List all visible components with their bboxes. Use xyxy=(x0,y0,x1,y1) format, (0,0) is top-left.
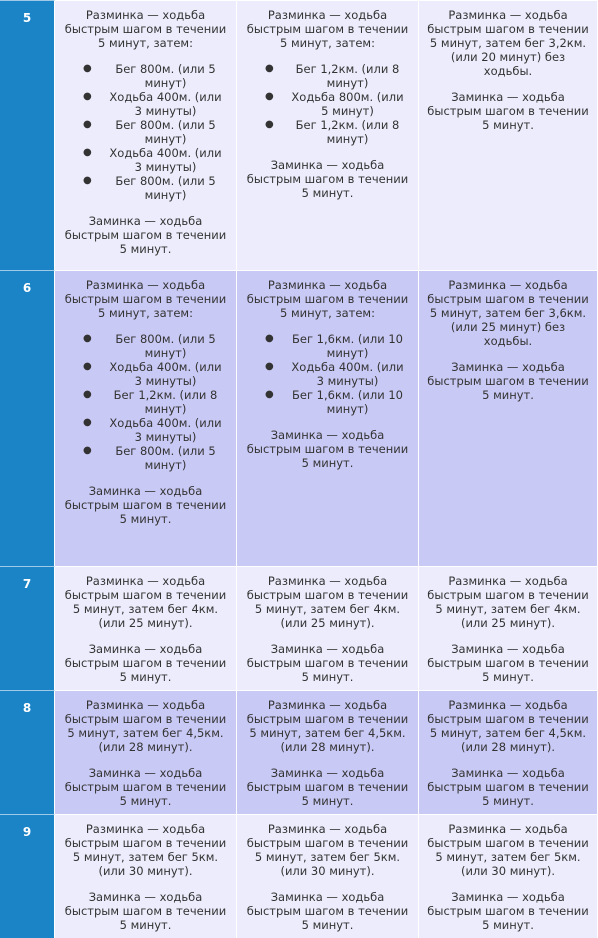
bullet-dot-icon: ● xyxy=(83,417,92,428)
cooldown-text: Заминка — ходьба быстрым шагом в течении 5 минут. xyxy=(246,890,409,932)
interval-step-text: Бег 800м. (или 5 минут) xyxy=(115,444,216,472)
week-number: 8 xyxy=(0,690,55,814)
cooldown-text: Заминка — ходьба быстрым шагом в течении 5 минут. xyxy=(246,642,409,684)
bullet-dot-icon: ● xyxy=(265,63,274,74)
list-item xyxy=(243,332,412,360)
bullet-dot-icon: ● xyxy=(83,91,92,102)
cooldown-text: Заминка — ходьба быстрым шагом в течении 5 минут. xyxy=(64,890,227,932)
week-row xyxy=(0,814,598,938)
bullet-dot-icon: ● xyxy=(83,389,92,400)
bullet-dot-icon: ● xyxy=(265,389,274,400)
interval-step-text: Бег 800м. (или 5 минут) xyxy=(115,174,216,202)
warmup-text: Разминка — ходьба быстрым шагом в течении 5 минут, затем: xyxy=(246,8,409,50)
bullet-dot-icon: ● xyxy=(83,445,92,456)
workout-cell-day3 xyxy=(419,0,598,270)
list-item xyxy=(243,90,412,118)
bullet-dot-icon: ● xyxy=(265,361,274,372)
cooldown-text: Заминка — ходьба быстрым шагом в течении 5 минут. xyxy=(246,428,409,470)
cooldown-text: Заминка — ходьба быстрым шагом в течении 5 минут. xyxy=(427,90,589,132)
interval-list xyxy=(61,332,230,472)
warmup-text: Разминка — ходьба быстрым шагом в течении 5 минут, затем: xyxy=(246,278,409,320)
interval-step-text: Ходьба 800м. (или 5 минут) xyxy=(291,90,404,118)
week-row xyxy=(0,270,598,566)
workout-cell-day2 xyxy=(237,270,419,566)
cooldown-text: Заминка — ходьба быстрым шагом в течении 5 минут. xyxy=(427,766,589,808)
interval-list xyxy=(243,332,412,416)
warmup-text: Разминка — ходьба быстрым шагом в течении 5 минут, затем бег 3,2км. (или 20 минут) без ходьбы. xyxy=(427,8,589,78)
workout-cell-day2 xyxy=(237,814,419,938)
bullet-dot-icon: ● xyxy=(83,333,92,344)
bullet-dot-icon: ● xyxy=(265,333,274,344)
bullet-dot-icon: ● xyxy=(83,175,92,186)
warmup-text: Разминка — ходьба быстрым шагом в течении 5 минут, затем бег 5км. (или 30 минут). xyxy=(64,822,227,878)
week-number: 7 xyxy=(0,566,55,690)
interval-list xyxy=(61,62,230,202)
cooldown-text: Заминка — ходьба быстрым шагом в течении 5 минут. xyxy=(427,890,589,932)
cooldown-text: Заминка — ходьба быстрым шагом в течении 5 минут. xyxy=(246,158,409,200)
bullet-dot-icon: ● xyxy=(83,147,92,158)
week-row xyxy=(0,566,598,690)
list-item xyxy=(243,118,412,146)
interval-step-text: Бег 800м. (или 5 минут) xyxy=(115,118,216,146)
bullet-dot-icon: ● xyxy=(83,361,92,372)
workout-cell-day2 xyxy=(237,690,419,814)
workout-cell-day1 xyxy=(55,690,237,814)
workout-cell-day1 xyxy=(55,270,237,566)
workout-cell-day2 xyxy=(237,566,419,690)
cooldown-text: Заминка — ходьба быстрым шагом в течении 5 минут. xyxy=(64,642,227,684)
week-number: 9 xyxy=(0,814,55,938)
workout-cell-day3 xyxy=(419,270,598,566)
list-item xyxy=(61,62,230,90)
list-item xyxy=(61,118,230,146)
cooldown-text: Заминка — ходьба быстрым шагом в течении 5 минут. xyxy=(246,766,409,808)
interval-step-text: Ходьба 400м. (или 3 минуты) xyxy=(291,360,404,388)
workout-cell-day3 xyxy=(419,814,598,938)
cooldown-text: Заминка — ходьба быстрым шагом в течении 5 минут. xyxy=(64,214,227,256)
interval-step-text: Ходьба 400м. (или 3 минуты) xyxy=(109,360,222,388)
cooldown-text: Заминка — ходьба быстрым шагом в течении 5 минут. xyxy=(64,484,227,526)
list-item xyxy=(243,62,412,90)
workout-cell-day2 xyxy=(237,0,419,270)
workout-cell-day3 xyxy=(419,690,598,814)
interval-step-text: Бег 800м. (или 5 минут) xyxy=(115,332,216,360)
interval-step-text: Бег 1,2км. (или 8 минут) xyxy=(295,62,400,90)
week-number: 5 xyxy=(0,0,55,270)
interval-step-text: Бег 1,2км. (или 8 минут) xyxy=(113,388,218,416)
list-item xyxy=(61,90,230,118)
interval-step-text: Ходьба 400м. (или 3 минуты) xyxy=(109,416,222,444)
interval-step-text: Бег 1,6км. (или 10 минут) xyxy=(292,388,403,416)
warmup-text: Разминка — ходьба быстрым шагом в течении 5 минут, затем бег 4км. (или 25 минут). xyxy=(427,574,589,630)
cooldown-text: Заминка — ходьба быстрым шагом в течении 5 минут. xyxy=(427,360,589,402)
cooldown-text: Заминка — ходьба быстрым шагом в течении 5 минут. xyxy=(64,766,227,808)
bullet-dot-icon: ● xyxy=(265,119,274,130)
warmup-text: Разминка — ходьба быстрым шагом в течении 5 минут, затем: xyxy=(64,278,227,320)
warmup-text: Разминка — ходьба быстрым шагом в течении 5 минут, затем бег 5км. (или 30 минут). xyxy=(427,822,589,878)
week-row xyxy=(0,0,598,270)
list-item xyxy=(61,416,230,444)
bullet-dot-icon: ● xyxy=(265,91,274,102)
list-item xyxy=(61,388,230,416)
list-item xyxy=(243,360,412,388)
workout-cell-day3 xyxy=(419,566,598,690)
interval-list xyxy=(243,62,412,146)
list-item xyxy=(61,146,230,174)
list-item xyxy=(61,332,230,360)
bullet-dot-icon: ● xyxy=(83,63,92,74)
warmup-text: Разминка — ходьба быстрым шагом в течении 5 минут, затем бег 4,5км. (или 28 минут). xyxy=(246,698,409,754)
warmup-text: Разминка — ходьба быстрым шагом в течении 5 минут, затем бег 4км. (или 25 минут). xyxy=(64,574,227,630)
cooldown-text: Заминка — ходьба быстрым шагом в течении 5 минут. xyxy=(427,642,589,684)
warmup-text: Разминка — ходьба быстрым шагом в течении 5 минут, затем: xyxy=(64,8,227,50)
list-item xyxy=(61,174,230,202)
week-number: 6 xyxy=(0,270,55,566)
workout-cell-day1 xyxy=(55,814,237,938)
warmup-text: Разминка — ходьба быстрым шагом в течении 5 минут, затем бег 4,5км. (или 28 минут). xyxy=(64,698,227,754)
workout-cell-day1 xyxy=(55,0,237,270)
warmup-text: Разминка — ходьба быстрым шагом в течении 5 минут, затем бег 5км. (или 30 минут). xyxy=(246,822,409,878)
list-item xyxy=(61,444,230,472)
warmup-text: Разминка — ходьба быстрым шагом в течении 5 минут, затем бег 3,6км. (или 25 минут) без ходьбы. xyxy=(427,278,589,348)
interval-step-text: Бег 1,6км. (или 10 минут) xyxy=(292,332,403,360)
interval-step-text: Бег 1,2км. (или 8 минут) xyxy=(295,118,400,146)
workout-cell-day1 xyxy=(55,566,237,690)
week-row xyxy=(0,690,598,814)
list-item xyxy=(61,360,230,388)
interval-step-text: Ходьба 400м. (или 3 минуты) xyxy=(109,146,222,174)
warmup-text: Разминка — ходьба быстрым шагом в течении 5 минут, затем бег 4,5км. (или 28 минут). xyxy=(427,698,589,754)
list-item xyxy=(243,388,412,416)
interval-step-text: Ходьба 400м. (или 3 минуты) xyxy=(109,90,222,118)
bullet-dot-icon: ● xyxy=(83,119,92,130)
warmup-text: Разминка — ходьба быстрым шагом в течении 5 минут, затем бег 4км. (или 25 минут). xyxy=(246,574,409,630)
interval-step-text: Бег 800м. (или 5 минут) xyxy=(115,62,216,90)
